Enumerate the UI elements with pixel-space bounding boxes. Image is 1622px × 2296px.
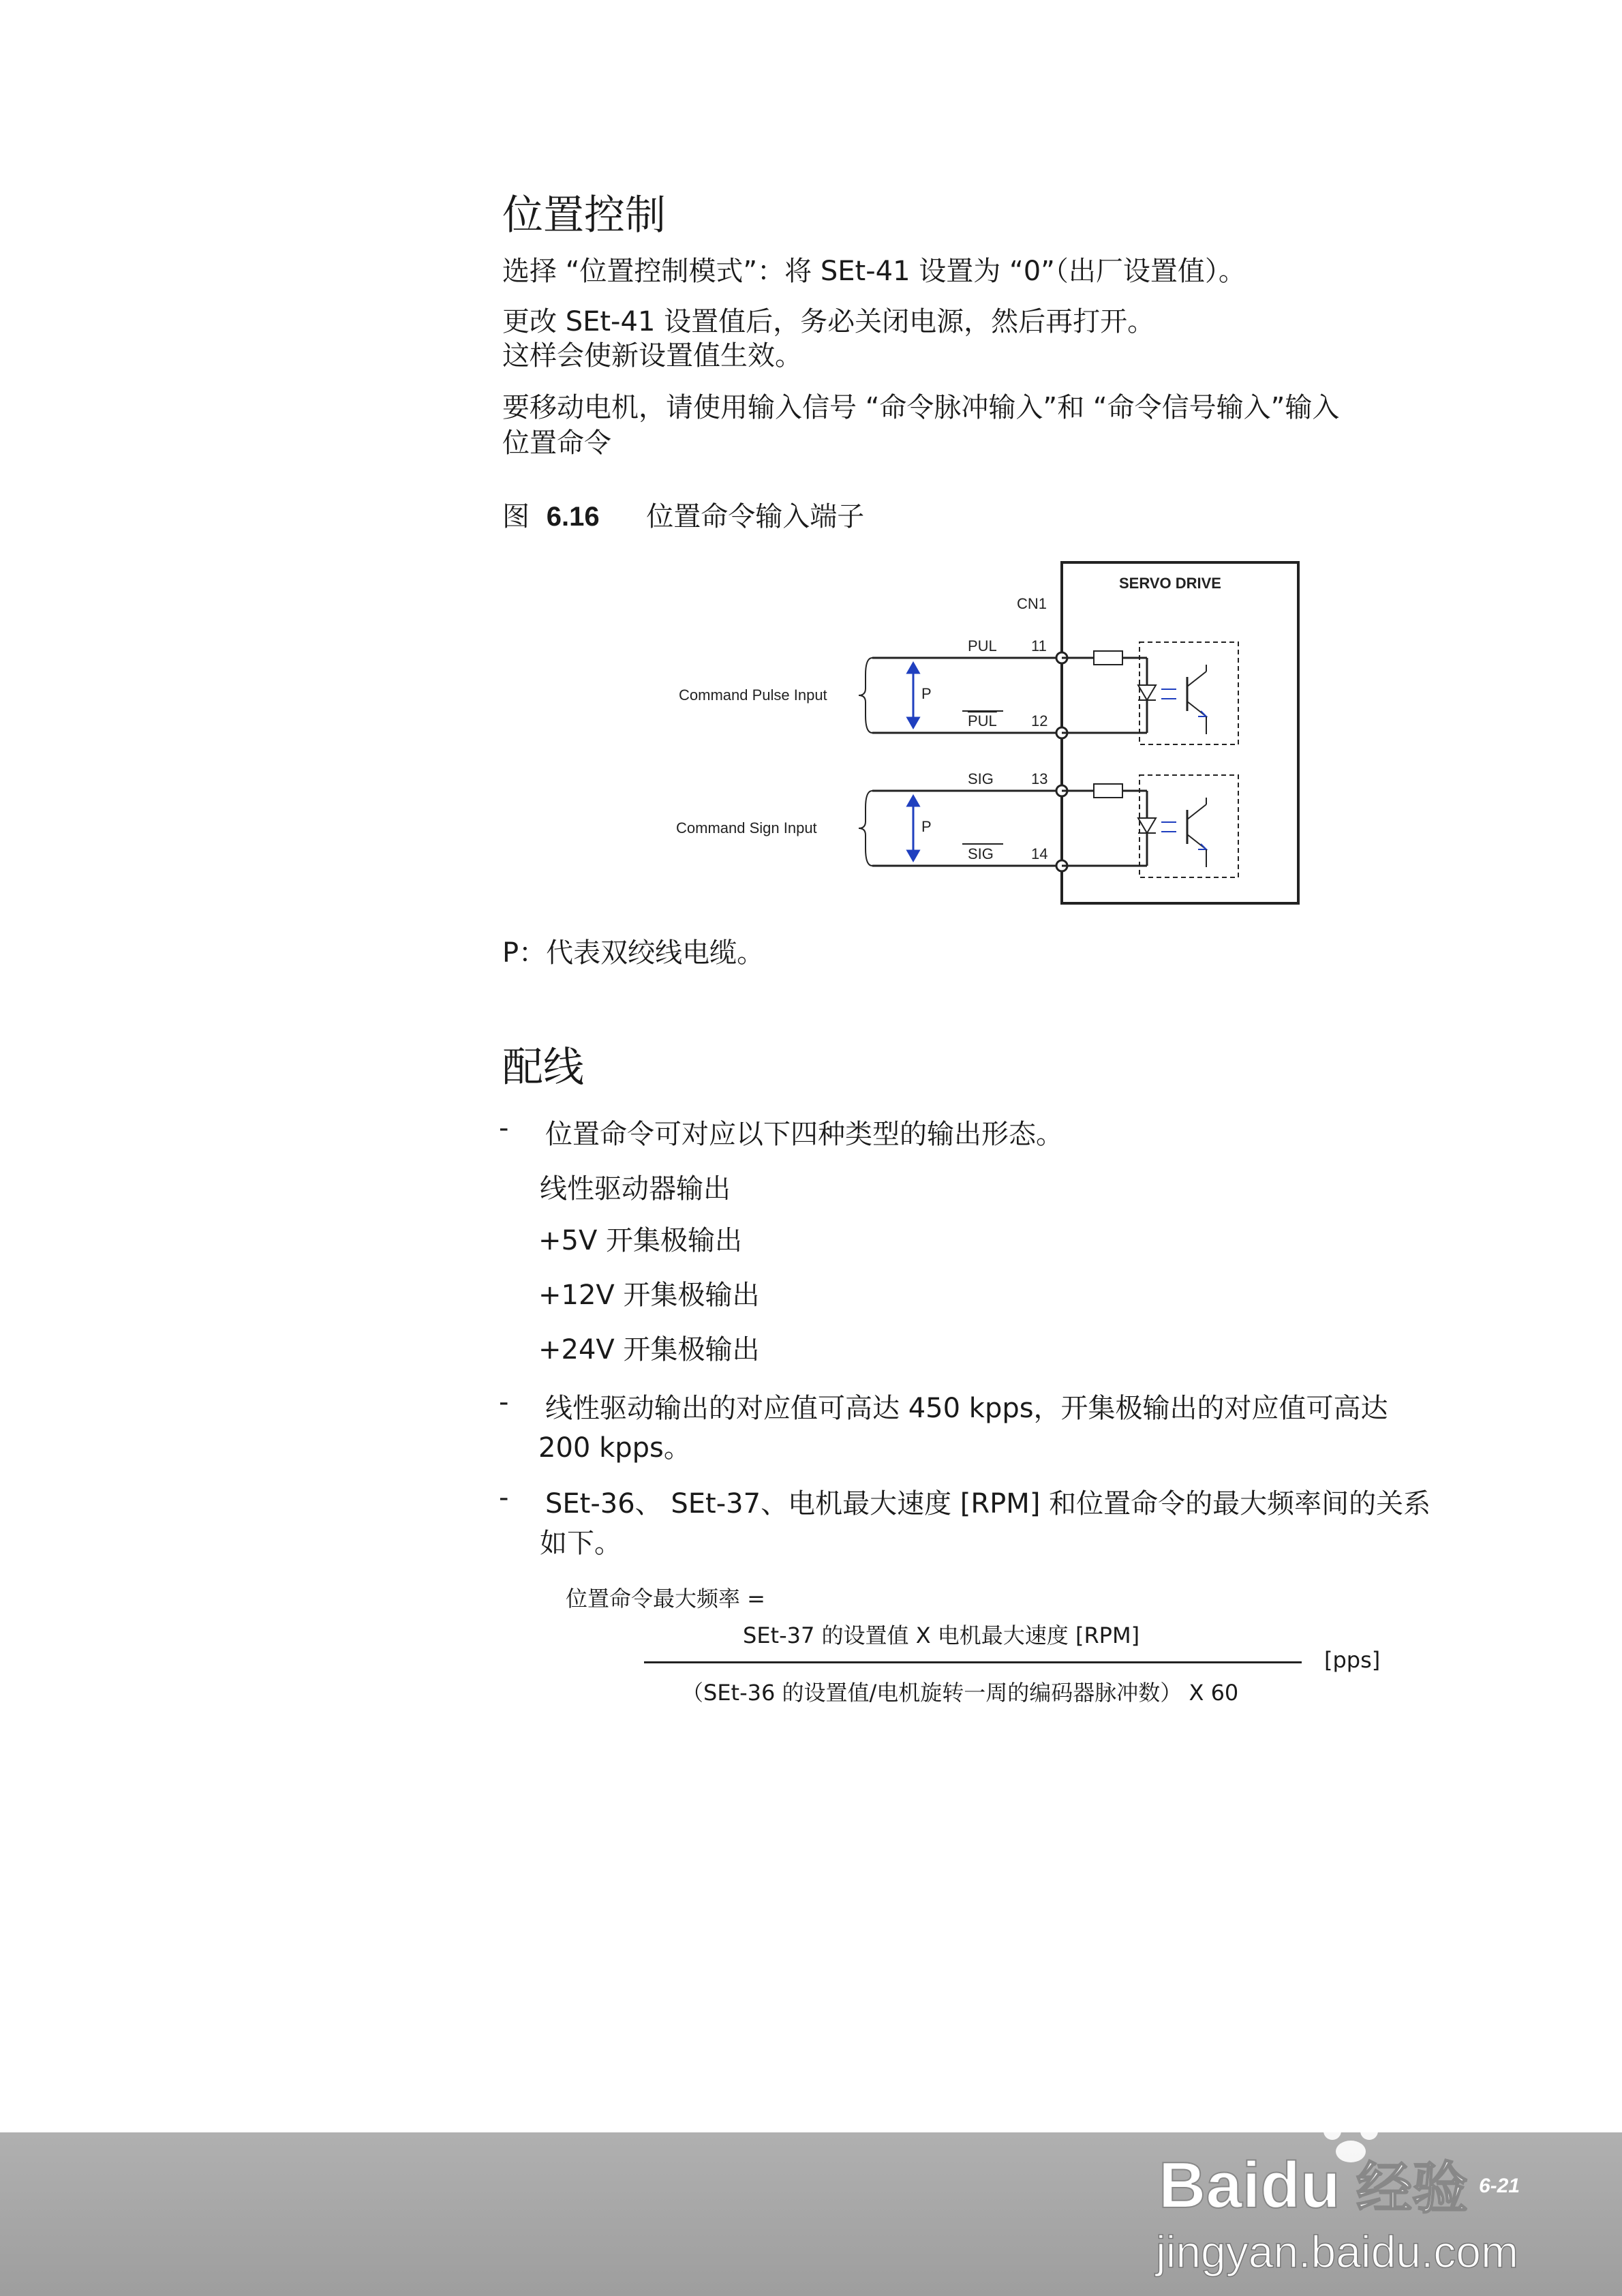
sig-label: SIG: [968, 770, 994, 787]
brace-sign: [859, 791, 872, 866]
bullet-dash-1: -: [499, 1113, 509, 1144]
watermark-cn: 经验: [1356, 2156, 1469, 2221]
page-number: 6-21: [1479, 2175, 1520, 2197]
bullet-output-types: 位置命令可对应以下四种类型的输出形态。: [545, 1119, 1063, 1150]
command-sign-input-label: Command Sign Input: [676, 819, 817, 836]
command-pulse-input-label: Command Pulse Input: [679, 686, 827, 704]
arrow-head-down-sign: [908, 851, 919, 860]
paragraph-move-motor-line2: 位置命令: [502, 427, 611, 459]
arrow-head-down-pulse: [908, 718, 919, 727]
twisted-pair-label-pulse: P: [921, 685, 932, 702]
pin-12: 12: [1031, 712, 1048, 729]
paw-toe-2: [1342, 2114, 1360, 2132]
paragraph-move-motor-line1: 要移动电机，请使用输入信号 “命令脉冲输入”和 “命令信号输入”输入: [502, 392, 1340, 423]
pin-13: 13: [1031, 770, 1048, 787]
optocoupler-pulse: [1062, 642, 1238, 744]
figure-title: 位置命令输入端子: [646, 501, 865, 532]
formula-unit: [pps]: [1324, 1647, 1381, 1673]
figure-label: 图: [502, 501, 530, 532]
figure-number: 6.16: [546, 502, 600, 532]
bullet-dash-3: -: [499, 1482, 509, 1513]
formula-fraction-bar: [644, 1661, 1302, 1663]
position-command-terminal-diagram: [668, 556, 1322, 910]
formula-lhs: 位置命令最大频率 =: [566, 1586, 765, 1612]
bullet-dash-2: -: [499, 1387, 509, 1418]
formula-denominator: （SEt-36 的设置值/电机旋转一周的编码器脉冲数） X 60: [682, 1680, 1239, 1706]
section-title-position-control: 位置控制: [502, 192, 666, 239]
sig-bar-label: SIG: [968, 845, 994, 862]
bullet-relation-line2: 如下。: [540, 1528, 622, 1559]
figure-caption: [502, 499, 864, 534]
figure-note: P：代表双绞线电缆。: [502, 937, 765, 969]
output-type-12v: +12V 开集极输出: [538, 1280, 760, 1311]
paragraph-change-setting-line2: 这样会使新设置值生效。: [502, 340, 802, 372]
watermark-brand: Baidu: [1159, 2149, 1341, 2222]
arrow-head-up-pulse: [908, 663, 919, 673]
servo-drive-label: SERVO DRIVE: [1119, 575, 1221, 592]
pul-label: PUL: [968, 637, 997, 654]
cn1-label: CN1: [1017, 595, 1047, 612]
output-type-24v: +24V 开集极输出: [538, 1334, 760, 1365]
baidu-jingyan-watermark: [1152, 2091, 1533, 2296]
bullet-kpps-line2: 200 kpps。: [538, 1432, 691, 1464]
pul-bar-label: PUL: [968, 712, 997, 729]
twisted-pair-label-sign: P: [921, 818, 932, 835]
pin-11: 11: [1031, 637, 1047, 654]
paw-toe-1: [1323, 2122, 1341, 2140]
formula-numerator: SEt-37 的设置值 X 电机最大速度 [RPM]: [743, 1622, 1140, 1648]
bullet-relation-line1: SEt-36、 SEt-37、电机最大速度 [RPM] 和位置命令的最大频率间的关系: [545, 1488, 1431, 1520]
output-type-line-driver: 线性驱动器输出: [540, 1173, 731, 1205]
watermark-url: jingyan.baidu.com: [1156, 2226, 1518, 2277]
paw-toe-3: [1360, 2122, 1378, 2140]
paragraph-select-mode: 选择 “位置控制模式”：将 SEt-41 设置为 “0”（出厂设置值）。: [502, 256, 1246, 287]
bullet-kpps-line1: 线性驱动输出的对应值可高达 450 kpps，开集极输出的对应值可高达: [545, 1393, 1388, 1424]
section-title-wiring: 配线: [502, 1044, 584, 1091]
arrow-head-up-sign: [908, 796, 919, 806]
brace-pulse: [859, 658, 872, 733]
output-type-5v: +5V 开集极输出: [538, 1225, 743, 1256]
pin-14: 14: [1031, 845, 1048, 862]
optocoupler-sign: [1062, 775, 1238, 877]
paragraph-change-setting-line1: 更改 SEt-41 设置值后，务必关闭电源，然后再打开。: [502, 306, 1155, 337]
